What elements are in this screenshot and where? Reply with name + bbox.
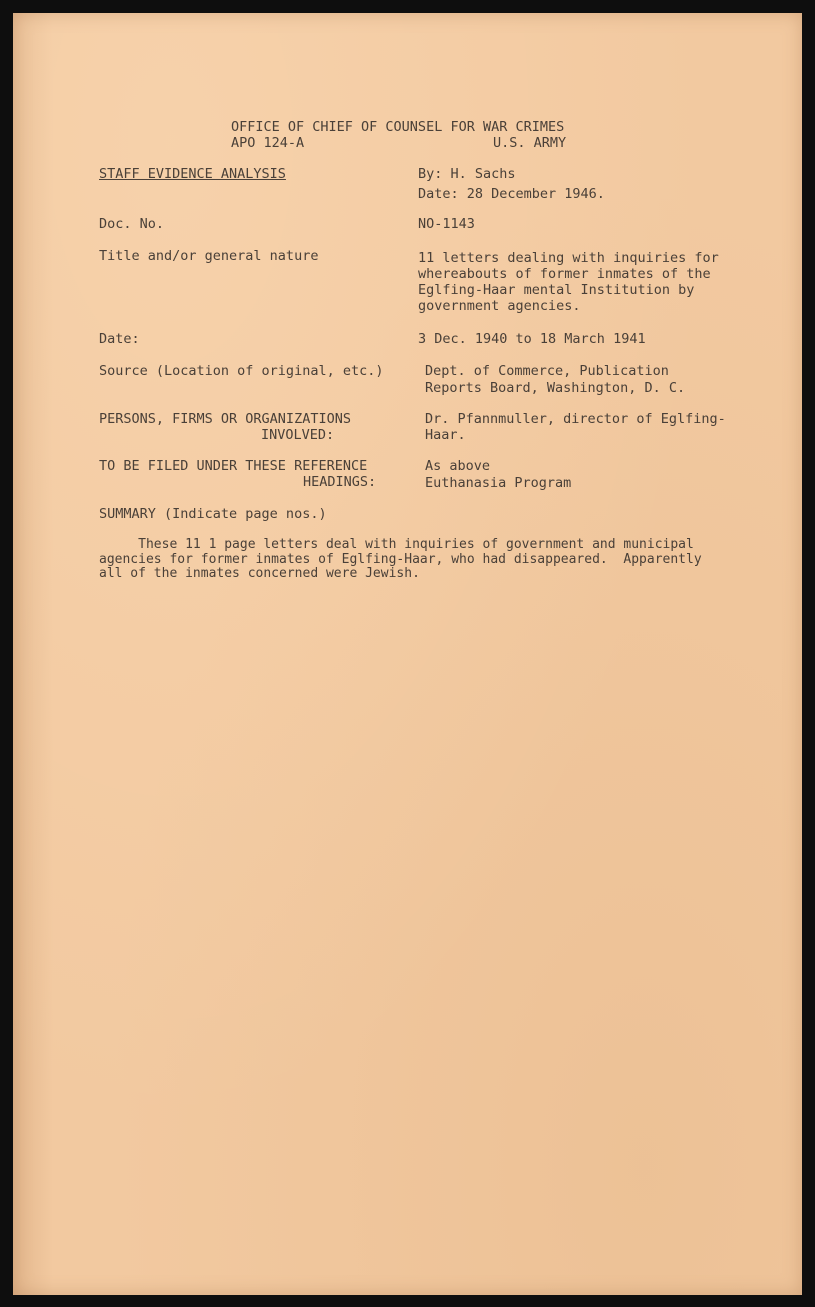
filed-label-line: HEADINGS: (303, 474, 377, 490)
analyst-name: By: H. Sachs (418, 166, 516, 182)
analysis-title: STAFF EVIDENCE ANALYSIS (99, 166, 286, 182)
filed-value-line: Euthanasia Program (425, 475, 572, 491)
filed-value-line: As above (425, 458, 491, 474)
source-value-line: Reports Board, Washington, D. C. (425, 380, 686, 396)
date-value: 3 Dec. 1940 to 18 March 1941 (418, 331, 646, 347)
summary-line: These 11 1 page letters deal with inquiries of government and municipal (99, 537, 694, 552)
persons-label-line: INVOLVED: (261, 427, 335, 443)
summary-line: agencies for former inmates of Eglfing-Haar, who had disappeared. Apparently (99, 551, 702, 567)
source-value-line: Dept. of Commerce, Publication (425, 363, 669, 379)
filed-label-line: TO BE FILED UNDER THESE REFERENCE (99, 458, 368, 474)
title-value-line: whereabouts of former inmates of the (418, 266, 711, 282)
document-page (13, 13, 802, 1295)
summary-line: all of the inmates concerned were Jewish. (99, 566, 420, 581)
doc-no-label: Doc. No. (99, 216, 165, 232)
title-label: Title and/or general nature (99, 248, 319, 264)
doc-no-value: NO-1143 (418, 216, 475, 232)
persons-value-line: Dr. Pfannmuller, director of Eglfing- (425, 411, 726, 427)
summary-label: SUMMARY (Indicate page nos.) (99, 506, 327, 522)
army-label: U.S. ARMY (493, 135, 567, 151)
persons-value-line: Haar. (425, 427, 466, 443)
office-heading: OFFICE OF CHIEF OF COUNSEL FOR WAR CRIMES (231, 119, 565, 135)
title-value-line: government agencies. (418, 298, 581, 314)
source-label: Source (Location of original, etc.) (99, 363, 384, 379)
apo-number: APO 124-A (231, 135, 305, 151)
title-value-line: 11 letters dealing with inquiries for (418, 250, 719, 266)
analysis-date: Date: 28 December 1946. (418, 186, 605, 202)
title-value-line: Eglfing-Haar mental Institution by (418, 282, 695, 298)
persons-label-line: PERSONS, FIRMS OR ORGANIZATIONS (99, 411, 351, 427)
summary-paragraph (99, 538, 739, 582)
date-label: Date: (99, 331, 140, 347)
